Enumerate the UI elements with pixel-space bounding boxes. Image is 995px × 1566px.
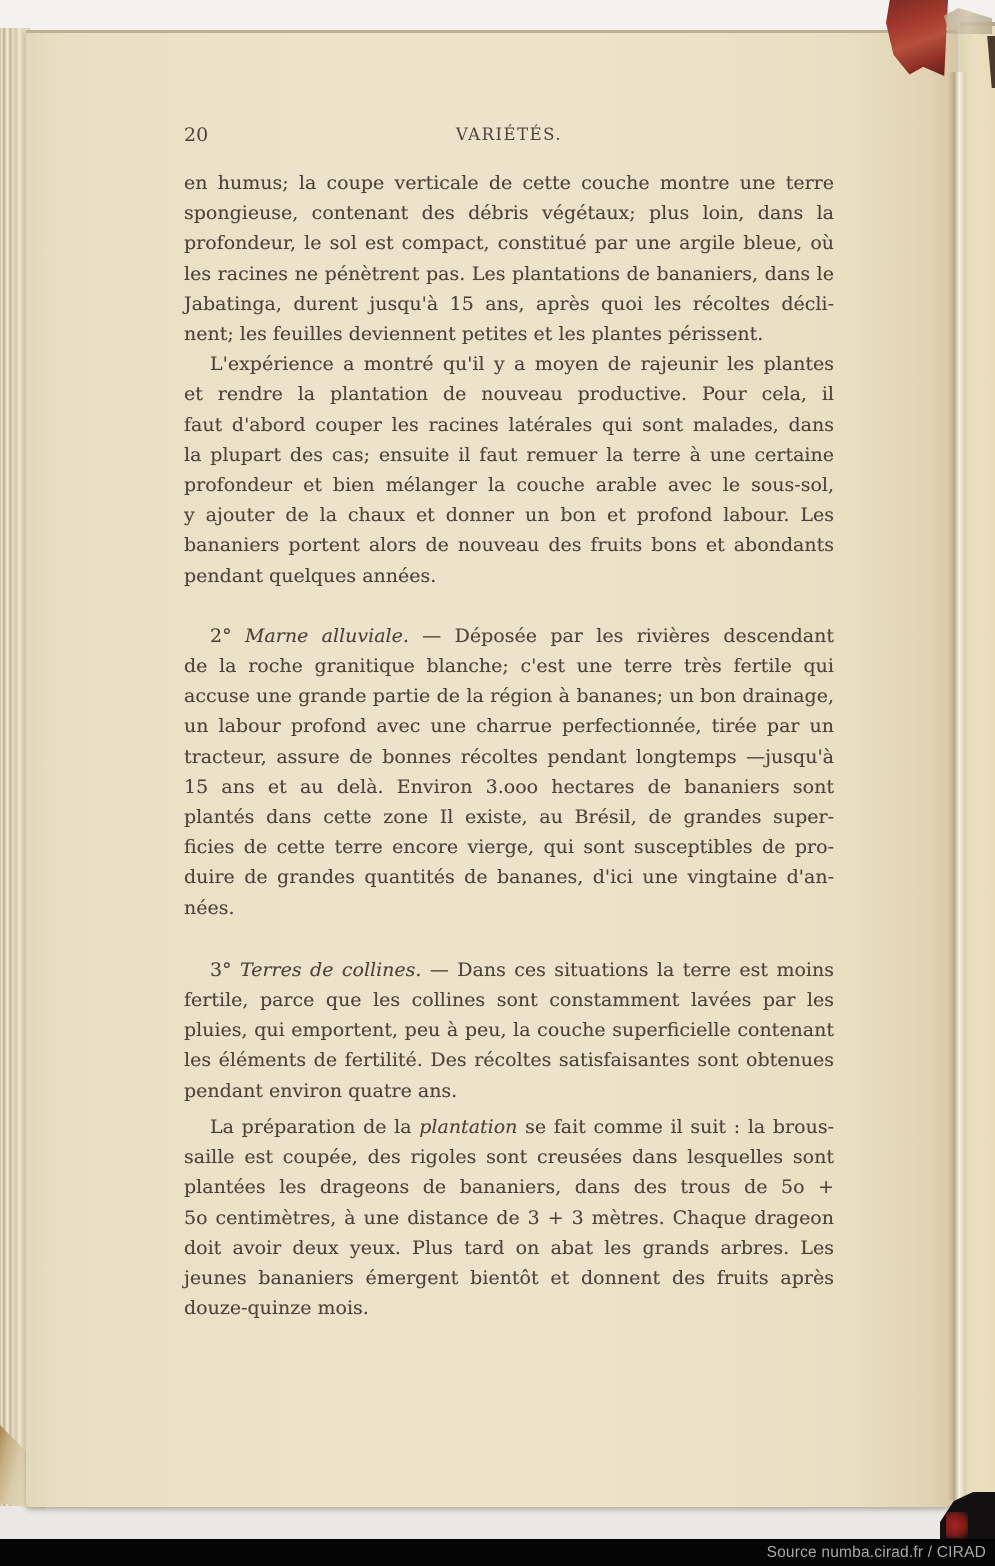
text-line: 3° Terres de collines. — Dans ces situations la terre est moins (210, 958, 834, 981)
text-line: nent; les feuilles deviennent petites et les plantes périssent. (184, 323, 764, 346)
text-line: doit avoir deux yeux. Plus tard on abat les grands arbres. Les (184, 1236, 834, 1259)
text-line: pendant quelques années. (184, 564, 437, 587)
text-line: nées. (184, 896, 235, 919)
body-text (184, 168, 834, 1323)
paragraph (184, 168, 834, 349)
text-line: tracteur, assure de bonnes récoltes pendant longtemps —jusqu'à (184, 745, 834, 768)
text-line: fertile, parce que les collines sont constamment lavées par les (184, 989, 834, 1012)
source-attribution-bar (0, 1539, 995, 1566)
text-line: en humus; la coupe verticale de cette couche montre une terre (184, 172, 834, 194)
text-line: y ajouter de la chaux et donner un bon et profond labour. Les (184, 504, 834, 527)
text-line: profondeur, le sol est compact, constitué par une argile bleue, où (184, 232, 834, 255)
source-attribution-text: Source numba.cirad.fr / CIRAD (766, 1543, 986, 1561)
text-line: bananiers portent alors de nouveau des fruits bons et abondants (184, 534, 834, 557)
text-line: un labour profond avec une charrue perfectionnée, tirée par un (184, 715, 834, 738)
text-line: Jabatinga, durent jusqu'à 15 ans, après quoi les récoltes décli- (184, 292, 834, 315)
text-line: et rendre la plantation de nouveau productive. Pour cela, il (184, 383, 834, 406)
text-line: 2° Marne alluviale. — Déposée par les rivières descendant (210, 624, 834, 647)
text-line: ficies de cette terre encore vierge, qui sont susceptibles de pro- (184, 836, 834, 859)
text-line: plantées les drageons de bananiers, dans des trous de 5o + (184, 1176, 834, 1199)
text-line: spongieuse, contenant des débris végétaux; plus loin, dans la (184, 202, 834, 225)
cover-red-spot (946, 1512, 968, 1538)
text-line: profondeur et bien mélanger la couche arable avec le sous-sol, (184, 474, 834, 497)
text-line: douze-quinze mois. (184, 1297, 369, 1320)
scanner-background-top (0, 0, 995, 34)
text-line: plantés dans cette zone Il existe, au Brésil, de grandes super- (184, 806, 834, 829)
running-head: VARIÉTÉS. (455, 125, 563, 144)
text-line: accuse une grande partie de la région à bananes; un bon drainage, (184, 685, 834, 708)
text-line: de la roche granitique blanche; c'est une terre très fertile qui (184, 655, 834, 678)
text-line: la plupart des cas; ensuite il faut remuer la terre à une certaine (184, 443, 834, 466)
text-line: pendant environ quatre ans. (184, 1079, 458, 1102)
text-line: L'expérience a montré qu'il y a moyen de rajeunir les plantes (210, 353, 834, 376)
text-line: pluies, qui emportent, peu à peu, la couche superficielle contenant (184, 1019, 834, 1042)
text-line: faut d'abord couper les racines latérales qui sont malades, dans (184, 413, 834, 436)
text-line: jeunes bananiers émergent bientôt et donnent des fruits après (184, 1266, 834, 1289)
text-line: saille est coupée, des rigoles sont creusées dans lesquelles sont (184, 1146, 834, 1169)
paragraph (184, 621, 834, 923)
text-line: duire de grandes quantités de bananes, d'ici une vingtaine d'an- (184, 866, 834, 889)
text-line: 5o centimètres, à une distance de 3 + 3 mètres. Chaque drageon (184, 1206, 834, 1229)
text-line: les éléments de fertilité. Des récoltes satisfaisantes sont obtenues (184, 1049, 834, 1072)
page-fold (948, 72, 966, 1500)
page-number: 20 (184, 124, 209, 146)
paragraph (184, 1112, 834, 1323)
text-line: les racines ne pénètrent pas. Les plantations de bananiers, dans le (184, 262, 834, 285)
paragraph (184, 955, 834, 1106)
paragraph (184, 349, 834, 591)
text-line: La préparation de la plantation se fait comme il suit : la brous- (210, 1115, 834, 1138)
text-line: 15 ans et au delà. Environ 3.ooo hectares de bananiers sont (184, 775, 834, 798)
